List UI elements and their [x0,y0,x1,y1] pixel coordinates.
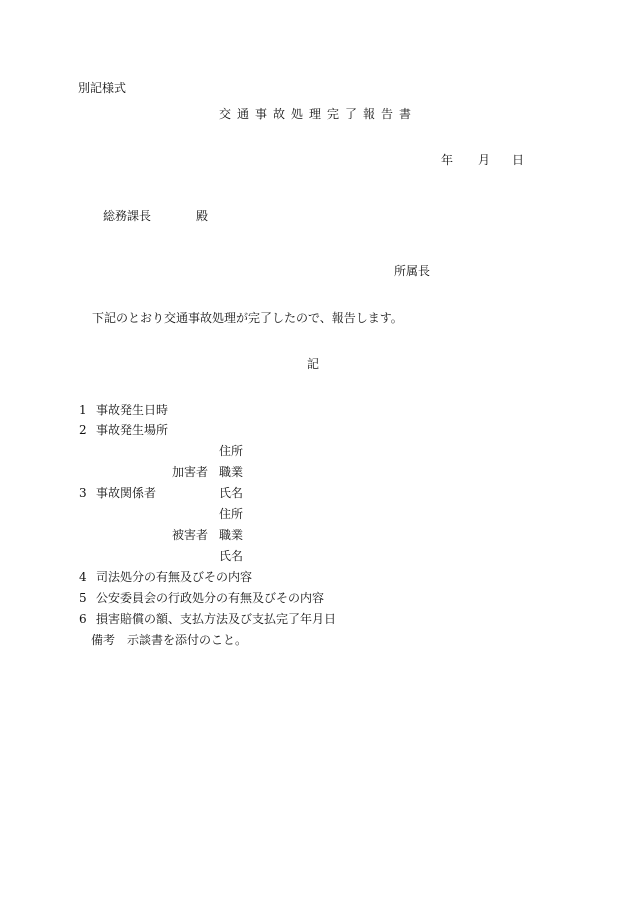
offender-address-label: 住所 [219,444,244,458]
date-year: 年 [441,153,454,167]
item-3-number: 3 [79,486,87,500]
victim-occupation-label: 職業 [219,528,244,542]
ki-heading: 記 [307,357,320,371]
item-4-number: 4 [79,570,87,584]
sender-title: 所属長 [394,264,431,278]
item-5-label: 公安委員会の行政処分の有無及びその内容 [96,591,325,605]
item-1-number: 1 [79,403,87,417]
document-title: 交通事故処理完了報告書 [219,107,418,121]
item-4-label: 司法処分の有無及びその内容 [96,570,253,584]
item-2-number: 2 [79,423,87,437]
intro-text: 下記のとおり交通事故処理が完了したので、報告します。 [92,311,403,325]
addressee-name: 総務課長 [103,209,152,223]
victim-address-label: 住所 [219,507,244,521]
victim-label: 被害者 [172,528,209,542]
offender-occupation-label: 職業 [219,465,244,479]
item-5-number: 5 [79,591,87,605]
date-day: 日 [512,153,525,167]
date-month: 月 [478,153,491,167]
addressee-honorific: 殿 [196,209,209,223]
offender-label: 加害者 [172,465,209,479]
remarks-text: 示談書を添付のこと。 [127,633,248,647]
form-label: 別記様式 [78,81,127,95]
item-6-number: 6 [79,612,87,626]
item-3-label: 事故関係者 [96,486,157,500]
offender-name-label: 氏名 [219,486,244,500]
victim-name-label: 氏名 [219,549,244,563]
item-1-label: 事故発生日時 [96,403,169,417]
remarks-label: 備考 [91,633,116,647]
item-2-label: 事故発生場所 [96,423,169,437]
item-6-label: 損害賠償の額、支払方法及び支払完了年月日 [96,612,337,626]
